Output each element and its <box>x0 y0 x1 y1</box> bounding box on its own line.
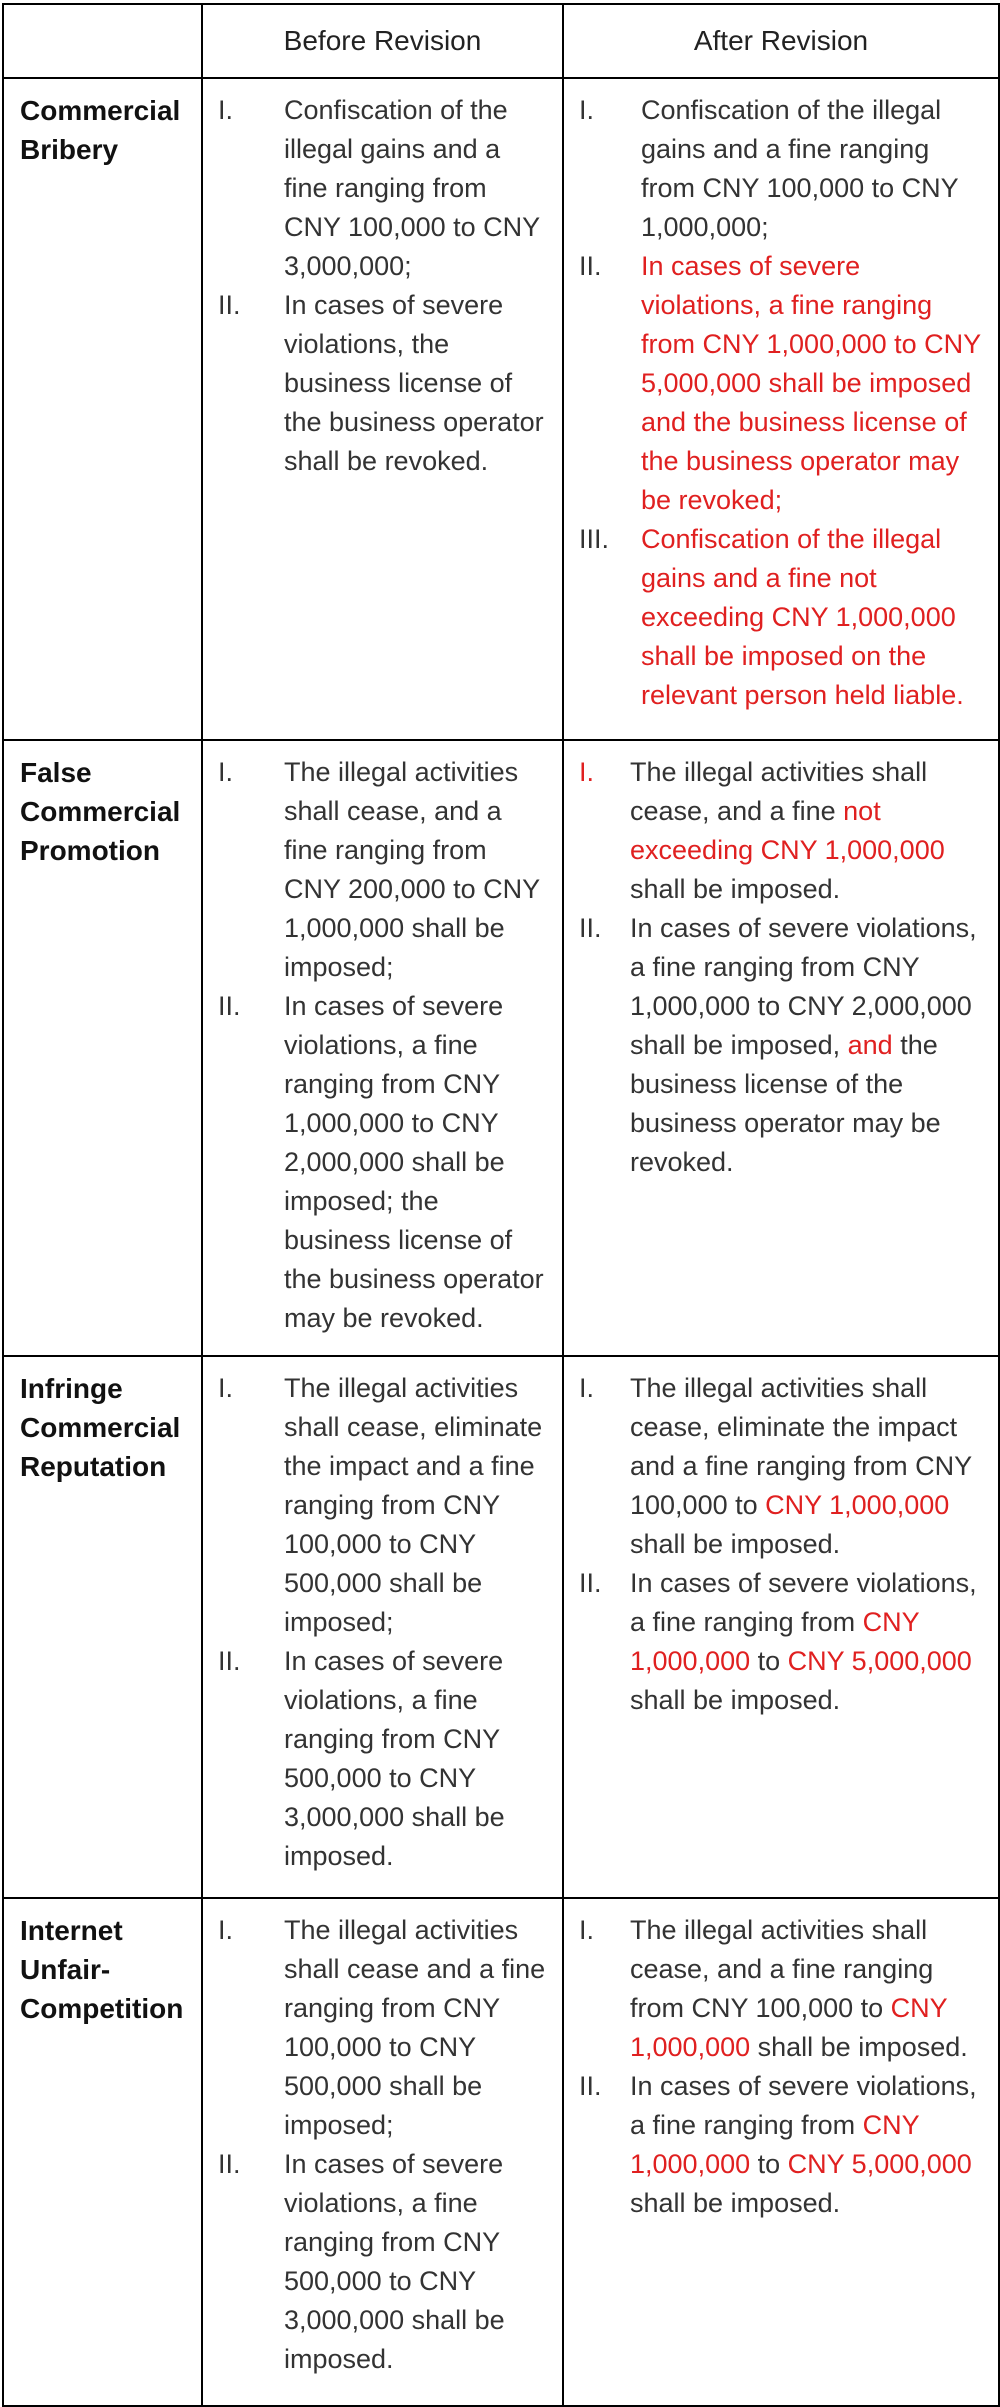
category-label: Commercial Bribery <box>20 95 181 165</box>
item-text <box>630 753 986 909</box>
before-revision-cell <box>202 1898 563 2406</box>
revised-text-highlight: CNY 1,000,000 <box>630 1607 920 1676</box>
before-revision-cell <box>202 740 563 1356</box>
item-text <box>641 520 986 715</box>
revision-comparison-table <box>2 3 1000 2407</box>
item-text: In cases of severe violations, a fine ranging from CNY 1,000,000 to CNY 2,000,000 shall be imposed; the business license of the business operator may be revoked. <box>284 991 544 1333</box>
revised-text-highlight: CNY 5,000,000 <box>787 1646 972 1676</box>
item-text <box>630 2067 986 2223</box>
before-revision-cell <box>202 78 563 740</box>
item-text: In cases of severe violations, a fine ranging from CNY 500,000 to CNY 3,000,000 shall be imposed. <box>284 1646 505 1871</box>
item-number: I. <box>579 757 595 787</box>
revised-text-highlight: and <box>847 1030 893 1060</box>
item-number: I. <box>218 1373 234 1403</box>
before-item <box>213 286 550 481</box>
row-false-commercial-promotion <box>3 740 999 1356</box>
revised-text-highlight: CNY 5,000,000 <box>787 2149 972 2179</box>
text-segment: The illegal activities shall cease, eliminate the impact and a fine ranging from CNY 100,000 to <box>630 1373 972 1520</box>
category-label: Infringe Commercial Reputation <box>20 1373 181 1482</box>
before-item <box>213 753 550 987</box>
item-number: I. <box>579 95 595 125</box>
text-segment: shall be imposed. <box>630 1685 841 1715</box>
item-number: I. <box>579 1915 595 1945</box>
text-segment: to <box>750 1646 788 1676</box>
text-segment: the business license of the business operator may be revoked. <box>630 1030 941 1177</box>
item-text <box>630 1369 986 1564</box>
item-number: II. <box>579 2071 602 2101</box>
item-text <box>630 909 986 1182</box>
item-number: I. <box>218 1915 234 1945</box>
item-number: III. <box>579 524 610 554</box>
category-label: Internet Unfair-Competition <box>20 1915 184 2024</box>
after-item <box>574 1564 986 1720</box>
before-item <box>213 1911 550 2145</box>
after-revision-cell <box>563 1898 999 2406</box>
text-segment: to <box>750 2149 788 2179</box>
before-item <box>213 91 550 286</box>
category-label: False Commercial Promotion <box>20 757 181 866</box>
after-item <box>574 91 986 247</box>
revised-text-highlight: In cases of severe violations, a fine ranging from CNY 1,000,000 to CNY 5,000,000 shall be imposed and the business license of the business operator may be revoked; <box>641 251 981 515</box>
text-segment: The illegal activities shall cease, and a fine <box>630 757 928 826</box>
text-segment: In cases of severe violations, a fine ranging from <box>630 1568 977 1637</box>
after-item <box>574 909 986 1182</box>
item-number: II. <box>218 1646 241 1676</box>
item-text: In cases of severe violations, the business license of the business operator shall be revoked. <box>284 290 544 476</box>
category-cell <box>3 78 202 740</box>
item-text <box>641 91 986 247</box>
category-cell <box>3 1356 202 1898</box>
revised-text-highlight: CNY 1,000,000 <box>765 1490 950 1520</box>
item-number: II. <box>218 991 241 1021</box>
header-before-revision: Before Revision <box>202 4 563 78</box>
item-text <box>630 1911 986 2067</box>
item-text: The illegal activities shall cease, eliminate the impact and a fine ranging from CNY 100,000 to CNY 500,000 shall be imposed; <box>284 1373 543 1637</box>
before-item <box>213 1369 550 1642</box>
text-segment: In cases of severe violations, a fine ranging from <box>630 2071 977 2140</box>
item-number: I. <box>218 757 234 787</box>
after-item <box>574 753 986 909</box>
text-segment: shall be imposed. <box>630 2188 841 2218</box>
item-text <box>630 1564 986 1720</box>
item-number: II. <box>218 2149 241 2179</box>
item-number: II. <box>218 290 241 320</box>
header-row <box>3 4 999 78</box>
text-segment: shall be imposed. <box>630 874 841 904</box>
before-item <box>213 1642 550 1876</box>
text-segment: In cases of severe violations, a fine ranging from CNY 1,000,000 to CNY 2,000,000 shall be imposed, <box>630 913 977 1060</box>
header-category-cell <box>3 4 202 78</box>
item-number: II. <box>579 913 602 943</box>
revised-text-highlight: Confiscation of the illegal gains and a fine not exceeding CNY 1,000,000 shall be imposed on the relevant person held liable. <box>641 524 964 710</box>
row-internet-unfair-competition <box>3 1898 999 2406</box>
revised-text-highlight: CNY 1,000,000 <box>630 2110 920 2179</box>
item-number: I. <box>579 1373 595 1403</box>
item-text: The illegal activities shall cease and a fine ranging from CNY 100,000 to CNY 500,000 shall be imposed; <box>284 1915 546 2140</box>
after-item <box>574 247 986 520</box>
after-item <box>574 1369 986 1564</box>
item-number: I. <box>218 95 234 125</box>
item-text: In cases of severe violations, a fine ranging from CNY 500,000 to CNY 3,000,000 shall be imposed. <box>284 2149 505 2374</box>
before-item <box>213 2145 550 2379</box>
row-infringe-commercial-reputation <box>3 1356 999 1898</box>
text-segment: The illegal activities shall cease, and a fine ranging from CNY 100,000 to <box>630 1915 934 2023</box>
after-item <box>574 1911 986 2067</box>
item-number: II. <box>579 251 602 281</box>
before-item <box>213 987 550 1338</box>
item-text: Confiscation of the illegal gains and a fine ranging from CNY 100,000 to CNY 3,000,000; <box>284 95 540 281</box>
category-cell <box>3 1898 202 2406</box>
revised-text-highlight: CNY 1,000,000 <box>630 1993 948 2062</box>
text-segment: shall be imposed. <box>750 2032 968 2062</box>
header-after-revision: After Revision <box>563 4 999 78</box>
revised-text-highlight: not exceeding CNY 1,000,000 <box>630 796 945 865</box>
after-revision-cell <box>563 740 999 1356</box>
after-revision-cell <box>563 1356 999 1898</box>
text-segment: Confiscation of the illegal gains and a fine ranging from CNY 100,000 to CNY 1,000,000; <box>641 95 959 242</box>
item-text: The illegal activities shall cease, and a fine ranging from CNY 200,000 to CNY 1,000,000 shall be imposed; <box>284 757 540 982</box>
after-revision-cell <box>563 78 999 740</box>
row-commercial-bribery <box>3 78 999 740</box>
after-item <box>574 520 986 715</box>
text-segment: shall be imposed. <box>630 1529 841 1559</box>
item-number: II. <box>579 1568 602 1598</box>
before-revision-cell <box>202 1356 563 1898</box>
item-text <box>641 247 986 520</box>
after-item <box>574 2067 986 2223</box>
category-cell <box>3 740 202 1356</box>
